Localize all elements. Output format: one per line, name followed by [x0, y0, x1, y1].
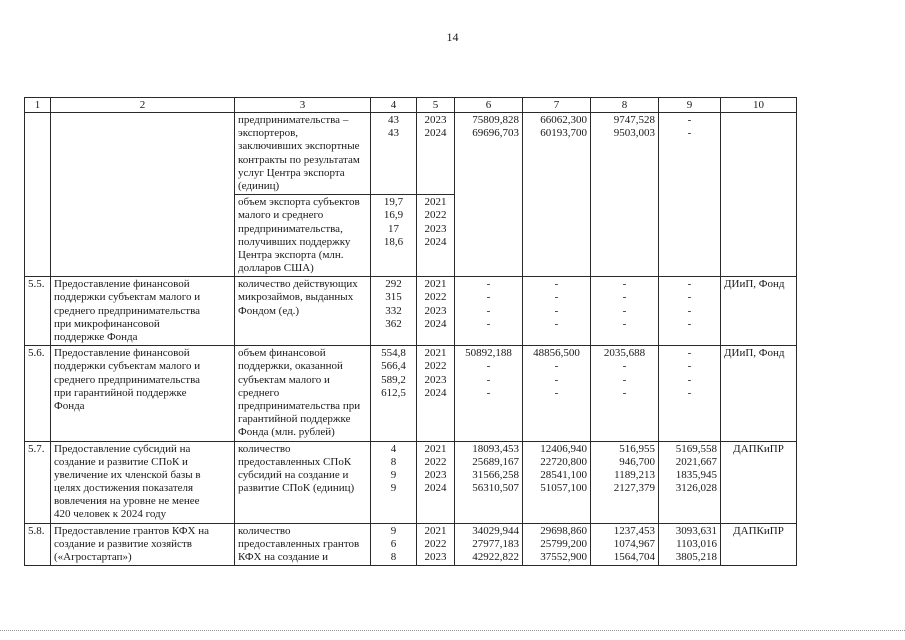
table-row [25, 346, 797, 441]
column-number-row [25, 98, 797, 113]
amount-col9-cell: - - [659, 113, 721, 277]
amount-col7-cell: 12406,940 22720,800 28541,100 51057,100 [523, 441, 591, 523]
target-value-cell: 292 315 332 362 [371, 277, 417, 346]
page-bottom-rule [0, 630, 905, 632]
activity-name-cell [51, 113, 235, 277]
amount-col8-cell: 9747,528 9503,003 [591, 113, 659, 277]
indicator-cell: объем финансовой поддержки, оказанной субъектам малого и среднего предпринимательства при гарантийной поддержке Фонда (млн. рублей) [235, 346, 371, 441]
target-value-cell: 9 6 8 [371, 523, 417, 566]
indicator-cell: количество действующих микрозаймов, выданных Фондом (ед.) [235, 277, 371, 346]
responsible-cell [721, 113, 797, 277]
activity-name-cell: Предоставление финансовой поддержки субъектам малого и среднего предпринимательства при микрофинансовой поддержке Фонда [51, 277, 235, 346]
amount-col9-cell: 3093,631 1103,016 3805,218 [659, 523, 721, 566]
responsible-cell: ДИиП, Фонд [721, 277, 797, 346]
page-number: 14 [446, 30, 459, 44]
amount-total-cell: 50892,188 - - - [455, 346, 523, 441]
year-cell: 2021 2022 2023 2024 [417, 441, 455, 523]
row-number-cell: 5.6. [25, 346, 51, 441]
table-row [25, 277, 797, 346]
amount-total-cell: - - - - [455, 277, 523, 346]
amount-total-cell: 34029,944 27977,183 42922,822 [455, 523, 523, 566]
indicator-cell: предпринимательства – экспортеров, заключивших экспортные контракты по результатам услуг Центра экспорта (единиц) [235, 113, 371, 195]
indicator-cell: количество предоставленных грантов КФХ на создание и [235, 523, 371, 566]
indicator-cell: объем экспорта субъектов малого и среднего предпринимательства, получивших поддержку Центра экспорта (млн. долларов США) [235, 195, 371, 277]
col-header: 7 [523, 98, 591, 113]
col-header: 4 [371, 98, 417, 113]
amount-col9-cell: - - - - [659, 346, 721, 441]
col-header: 8 [591, 98, 659, 113]
amount-col8-cell: 516,955 946,700 1189,213 2127,379 [591, 441, 659, 523]
col-header: 9 [659, 98, 721, 113]
amount-col7-cell: - - - - [523, 277, 591, 346]
year-cell: 2021 2022 2023 2024 [417, 277, 455, 346]
responsible-cell: ДАПКиПР [721, 441, 797, 523]
target-value-cell: 43 43 [371, 113, 417, 195]
amount-col8-cell: - - - - [591, 277, 659, 346]
year-cell: 2021 2022 2023 2024 [417, 346, 455, 441]
amount-col7-cell: 48856,500 - - - [523, 346, 591, 441]
amount-total-cell: 18093,453 25689,167 31566,258 56310,507 [455, 441, 523, 523]
col-header: 5 [417, 98, 455, 113]
amount-col7-cell: 29698,860 25799,200 37552,900 [523, 523, 591, 566]
col-header: 6 [455, 98, 523, 113]
col-header: 2 [51, 98, 235, 113]
activity-name-cell: Предоставление грантов КФХ на создание и развитие хозяйств («Агростартап») [51, 523, 235, 566]
program-table [24, 97, 797, 566]
col-header: 10 [721, 98, 797, 113]
target-value-cell: 4 8 9 9 [371, 441, 417, 523]
amount-col8-cell: 1237,453 1074,967 1564,704 [591, 523, 659, 566]
table-row [25, 523, 797, 566]
row-number-cell: 5.8. [25, 523, 51, 566]
col-header: 1 [25, 98, 51, 113]
table-row [25, 441, 797, 523]
responsible-cell: ДАПКиПР [721, 523, 797, 566]
col-header: 3 [235, 98, 371, 113]
year-cell: 2023 2024 [417, 113, 455, 195]
activity-name-cell: Предоставление субсидий на создание и развитие СПоК и увеличение их членской базы в целях достижения показателя вовлечения на уровне не менее 420 человек к 2024 году [51, 441, 235, 523]
amount-col9-cell: - - - - [659, 277, 721, 346]
activity-name-cell: Предоставление финансовой поддержки субъектам малого и среднего предпринимательства при гарантийной поддержке Фонда [51, 346, 235, 441]
target-value-cell: 554,8 566,4 589,2 612,5 [371, 346, 417, 441]
amount-col7-cell: 66062,300 60193,700 [523, 113, 591, 277]
responsible-cell: ДИиП, Фонд [721, 346, 797, 441]
year-cell: 2021 2022 2023 [417, 523, 455, 566]
table-row [25, 113, 797, 195]
amount-col8-cell: 2035,688 - - - [591, 346, 659, 441]
row-number-cell [25, 113, 51, 277]
amount-total-cell: 75809,828 69696,703 [455, 113, 523, 277]
year-cell: 2021 2022 2023 2024 [417, 195, 455, 277]
row-number-cell: 5.5. [25, 277, 51, 346]
target-value-cell: 19,7 16,9 17 18,6 [371, 195, 417, 277]
indicator-cell: количество предоставленных СПоК субсидий на создание и развитие СПоК (единиц) [235, 441, 371, 523]
row-number-cell: 5.7. [25, 441, 51, 523]
amount-col9-cell: 5169,558 2021,667 1835,945 3126,028 [659, 441, 721, 523]
